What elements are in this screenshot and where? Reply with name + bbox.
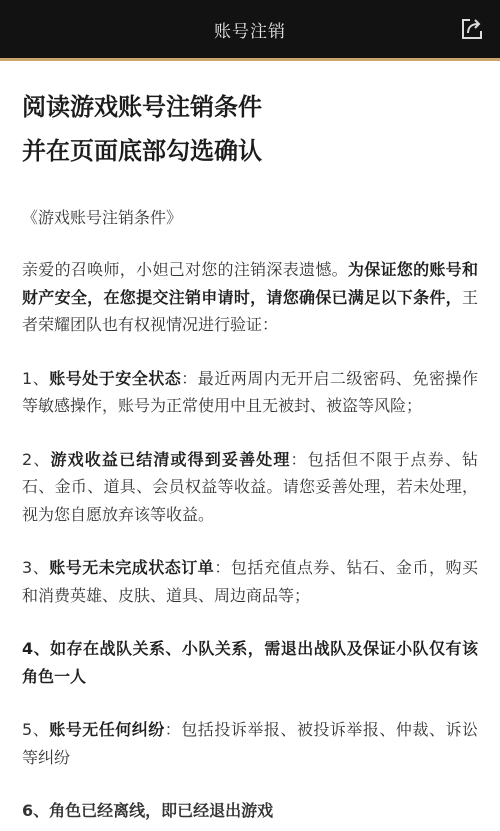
headline-line-2: 并在页面底部勾选确认 <box>22 137 262 165</box>
intro-text-2: 王者荣耀团队也有权视情况进行验证： <box>22 287 478 334</box>
terms-content <box>0 61 500 825</box>
condition-2 <box>22 446 478 529</box>
condition-number: 3、 <box>22 558 50 577</box>
condition-detail: ：最近两周内无开启二级密码、免密操作等敏感操作，账号为正常使用中且无被封、被盗等风险； <box>22 368 478 415</box>
condition-heading: 账号无未完成状态订单 <box>49 558 215 577</box>
condition-heading: 游戏收益已结清或得到妥善处理 <box>50 449 291 469</box>
share-icon <box>459 16 485 42</box>
headline-line-1: 阅读游戏账号注销条件 <box>22 93 262 121</box>
condition-number: 4、 <box>22 639 51 658</box>
page-title: 账号注销 <box>214 21 286 42</box>
condition-number: 2、 <box>22 449 51 469</box>
condition-heading: 如存在战队关系、小队关系，需退出战队及保证小队仅有该角色一人 <box>22 639 478 686</box>
condition-number: 5、 <box>22 720 50 739</box>
condition-detail: ：包括投诉举报、被投诉举报、仲裁、诉讼等纠纷 <box>22 720 478 767</box>
document-title: 《游戏账号注销条件》 <box>22 208 183 227</box>
condition-detail: ：包括充值点券、钻石、金币，购买和消费英雄、皮肤、道具、周边商品等； <box>22 558 478 605</box>
share-button[interactable] <box>458 15 486 43</box>
intro-text: 亲爱的召唤师，小妲己对您的注销深表遗憾。 <box>22 260 348 279</box>
condition-heading: 账号无任何纠纷 <box>49 720 165 739</box>
condition-heading: 账号处于安全状态 <box>49 368 182 388</box>
intro-bold-text: 为保证您的账号和财产安全，在您提交注销申请时，请您确保已满足以下条件， <box>22 260 478 307</box>
condition-3 <box>22 554 478 609</box>
condition-detail: ：包括但不限于点券、钻石、金币、道具、会员权益等收益。请您妥善处理，若未处理，视为您自愿放弃该等收益。 <box>22 449 478 524</box>
headline <box>22 85 478 173</box>
intro-paragraph <box>22 256 478 339</box>
condition-5 <box>22 716 478 771</box>
condition-1 <box>22 365 478 420</box>
top-bar <box>0 0 500 61</box>
condition-number: 1、 <box>22 368 50 388</box>
condition-4 <box>22 635 478 690</box>
condition-6-cutoff: 6、角色已经离线，即已经退出游戏 <box>22 801 274 820</box>
